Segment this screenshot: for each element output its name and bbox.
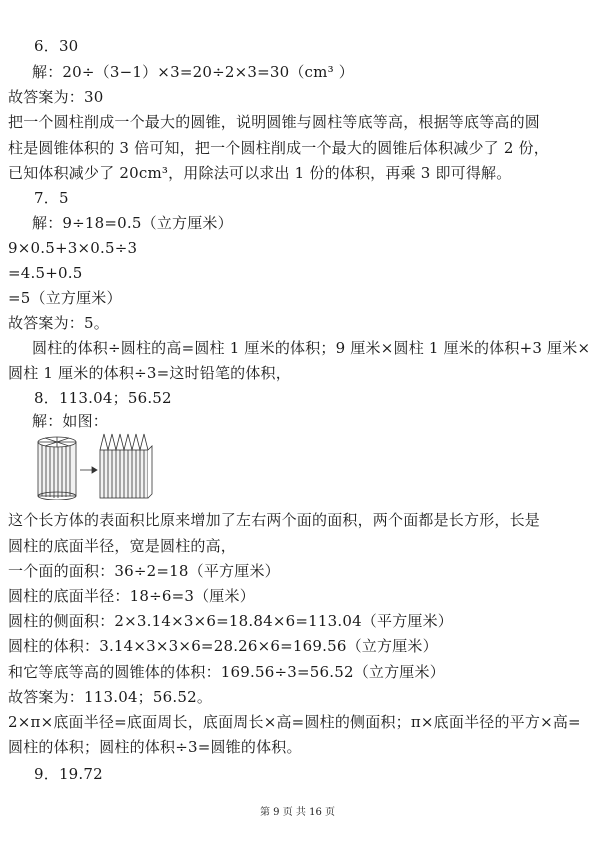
q8-explanation-line-4: 圆柱的体积；圆柱的体积÷3=圆锥的体积。 [8, 738, 302, 756]
q6-explanation-line-3: 已知体积减少了 20cm³，用除法可以求出 1 份的体积，再乘 3 即可得解。 [8, 164, 512, 182]
q6-answer: 6．30 [34, 37, 79, 55]
q6-conclusion: 故答案为：30 [8, 88, 104, 106]
q8-conclusion: 故答案为：113.04；56.52。 [8, 688, 213, 706]
q8-explanation-line-1: 这个长方体的表面积比原来增加了左右两个面的面积，两个面都是长方形，长是 [8, 511, 541, 529]
q6-explanation-line-2: 柱是圆锥体积的 3 倍可知，把一个圆柱削成一个最大的圆锥后体积减少了 2 份， [8, 139, 549, 157]
page-footer: 第 9 页 共 16 页 [260, 807, 335, 818]
q8-step-5: 和它等底等高的圆锥体的体积：169.56÷3=56.52（立方厘米） [8, 663, 445, 681]
q7-explanation-line-2: 圆柱 1 厘米的体积÷3=这时铅笔的体积， [8, 364, 291, 382]
q8-step-4: 圆柱的体积：3.14×3×3×6=28.26×6=169.56（立方厘米） [8, 637, 438, 655]
q8-solution: 解：如图： [32, 412, 109, 430]
q9-answer: 9．19.72 [34, 765, 103, 783]
q7-step-3: =5（立方厘米） [8, 289, 122, 307]
q7-step-1: 9×0.5+3×0.5÷3 [8, 239, 138, 257]
q8-step-3: 圆柱的侧面积：2×3.14×3×6=18.84×6=113.04（平方厘米） [8, 612, 454, 630]
cylinder-shape [38, 437, 76, 500]
q6-solution: 解：20÷（3−1）×3=20÷2×3=30（cm³ ） [32, 63, 354, 81]
q8-explanation-line-2: 圆柱的底面半径，宽是圆柱的高， [8, 537, 237, 555]
q8-step-2: 圆柱的底面半径：18÷6=3（厘米） [8, 587, 255, 605]
q7-answer: 7．5 [34, 189, 69, 207]
q7-explanation-line-1: 圆柱的体积÷圆柱的高=圆柱 1 厘米的体积；9 厘米×圆柱 1 厘米的体积+3 厘米× [32, 339, 591, 357]
q6-explanation-line-1: 把一个圆柱削成一个最大的圆锥，说明圆锥与圆柱等底等高，根据等底等高的圆 [8, 113, 541, 131]
q8-step-1: 一个面的面积：36÷2=18（平方厘米） [8, 562, 280, 580]
q7-conclusion: 故答案为：5。 [8, 314, 109, 332]
q7-step-2: =4.5+0.5 [8, 264, 83, 282]
q8-answer: 8．113.04；56.52 [34, 389, 172, 407]
q7-solution: 解：9÷18=0.5（立方厘米） [32, 214, 233, 232]
cuboid-shape [100, 434, 152, 498]
arrow-icon [80, 467, 97, 473]
cylinder-to-cuboid-figure [30, 432, 160, 500]
q8-explanation-line-3: 2×π×底面半径=底面周长，底面周长×高=圆柱的侧面积；π×底面半径的平方×高= [8, 713, 581, 731]
